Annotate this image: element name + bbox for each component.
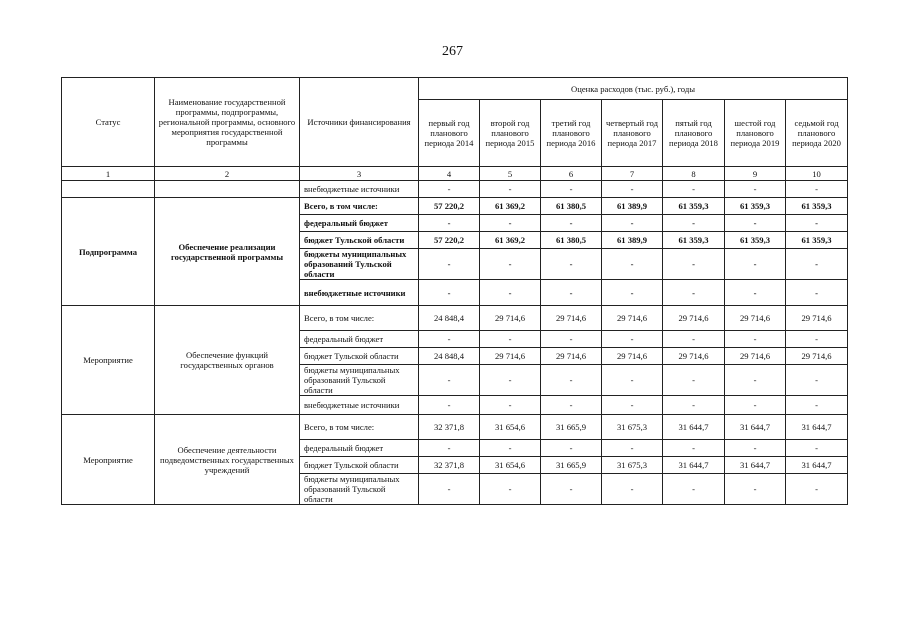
value-cell: 57 220,2 — [419, 198, 480, 215]
value-cell: 61 389,9 — [602, 198, 663, 215]
value-cell: - — [786, 396, 848, 415]
value-cell: - — [725, 474, 786, 505]
value-cell: 29 714,6 — [602, 306, 663, 331]
column-number: 2 — [155, 167, 300, 181]
value-cell: 29 714,6 — [541, 306, 602, 331]
header-year: первый год планового периода 2014 — [419, 100, 480, 167]
value-cell: 29 714,6 — [663, 306, 725, 331]
value-cell: - — [663, 474, 725, 505]
column-number: 6 — [541, 167, 602, 181]
value-cell: - — [541, 181, 602, 198]
value-cell: 32 371,8 — [419, 415, 480, 440]
value-cell: - — [541, 331, 602, 348]
value-cell: - — [419, 280, 480, 306]
value-cell: - — [541, 474, 602, 505]
value-cell: 61 380,5 — [541, 232, 602, 249]
value-cell: 61 359,3 — [725, 232, 786, 249]
value-cell: - — [480, 365, 541, 396]
value-cell: 31 644,7 — [725, 415, 786, 440]
header-year: пятый год планового периода 2018 — [663, 100, 725, 167]
value-cell: 24 848,4 — [419, 348, 480, 365]
value-cell: - — [786, 440, 848, 457]
funding-source-cell: внебюджетные источники — [300, 396, 419, 415]
value-cell: 29 714,6 — [480, 306, 541, 331]
value-cell: - — [786, 365, 848, 396]
value-cell: - — [725, 396, 786, 415]
funding-source-cell: бюджеты муниципальных образований Тульской области — [300, 249, 419, 280]
header-status: Статус — [62, 78, 155, 167]
value-cell: 31 654,6 — [480, 415, 541, 440]
value-cell: - — [663, 280, 725, 306]
column-number: 3 — [300, 167, 419, 181]
program-name-cell: Обеспечение реализации государственной программы — [155, 198, 300, 306]
value-cell: - — [541, 249, 602, 280]
value-cell: - — [725, 181, 786, 198]
value-cell: - — [480, 474, 541, 505]
funding-source-cell: внебюджетные источники — [300, 280, 419, 306]
value-cell: - — [419, 365, 480, 396]
value-cell: 31 665,9 — [541, 457, 602, 474]
value-cell: - — [663, 396, 725, 415]
value-cell: - — [602, 396, 663, 415]
value-cell: - — [663, 440, 725, 457]
value-cell: - — [786, 215, 848, 232]
status-cell: Мероприятие — [62, 415, 155, 505]
value-cell: - — [602, 331, 663, 348]
value-cell: 61 369,2 — [480, 232, 541, 249]
header-year: четвертый год планового периода 2017 — [602, 100, 663, 167]
value-cell: 61 389,9 — [602, 232, 663, 249]
value-cell: 29 714,6 — [725, 348, 786, 365]
header-year: второй год планового периода 2015 — [480, 100, 541, 167]
funding-source-cell: федеральный бюджет — [300, 440, 419, 457]
value-cell: - — [786, 280, 848, 306]
funding-source-cell: бюджеты муниципальных образований Тульской области — [300, 474, 419, 505]
value-cell: 29 714,6 — [602, 348, 663, 365]
status-cell — [62, 181, 155, 198]
value-cell: - — [419, 474, 480, 505]
funding-source-cell: федеральный бюджет — [300, 331, 419, 348]
value-cell: - — [725, 440, 786, 457]
value-cell: - — [786, 331, 848, 348]
value-cell: - — [541, 280, 602, 306]
page-number: 267 — [442, 44, 463, 59]
value-cell: - — [663, 365, 725, 396]
value-cell: - — [602, 181, 663, 198]
value-cell: 31 654,6 — [480, 457, 541, 474]
value-cell: - — [541, 365, 602, 396]
value-cell: 61 380,5 — [541, 198, 602, 215]
value-cell: - — [541, 440, 602, 457]
value-cell: - — [663, 331, 725, 348]
value-cell: 31 644,7 — [786, 415, 848, 440]
value-cell: 61 359,3 — [786, 198, 848, 215]
value-cell: 31 644,7 — [786, 457, 848, 474]
value-cell: 61 359,3 — [786, 232, 848, 249]
value-cell: - — [419, 181, 480, 198]
value-cell: - — [725, 365, 786, 396]
value-cell: 29 714,6 — [663, 348, 725, 365]
column-number: 8 — [663, 167, 725, 181]
value-cell: - — [602, 280, 663, 306]
funding-source-cell: бюджеты муниципальных образований Тульской области — [300, 365, 419, 396]
column-number: 7 — [602, 167, 663, 181]
value-cell: 57 220,2 — [419, 232, 480, 249]
value-cell: - — [663, 181, 725, 198]
value-cell: - — [541, 396, 602, 415]
header-row-numbers — [62, 167, 848, 181]
column-number: 10 — [786, 167, 848, 181]
value-cell: - — [541, 215, 602, 232]
value-cell: - — [480, 181, 541, 198]
funding-source-cell: бюджет Тульской области — [300, 457, 419, 474]
funding-source-cell: федеральный бюджет — [300, 215, 419, 232]
value-cell: - — [419, 249, 480, 280]
value-cell: - — [480, 249, 541, 280]
value-cell: - — [419, 396, 480, 415]
value-cell: 31 675,3 — [602, 415, 663, 440]
value-cell: - — [602, 249, 663, 280]
header-year: седьмой год планового периода 2020 — [786, 100, 848, 167]
value-cell: - — [480, 396, 541, 415]
program-name-cell: Обеспечение деятельности подведомственных государственных учреждений — [155, 415, 300, 505]
value-cell: 32 371,8 — [419, 457, 480, 474]
table-row — [62, 181, 848, 198]
program-name-cell: Обеспечение функций государственных органов — [155, 306, 300, 415]
status-cell: Мероприятие — [62, 306, 155, 415]
column-number: 4 — [419, 167, 480, 181]
value-cell: - — [786, 181, 848, 198]
value-cell: 29 714,6 — [786, 348, 848, 365]
table-row — [62, 198, 848, 215]
program-name-cell — [155, 181, 300, 198]
column-number: 1 — [62, 167, 155, 181]
value-cell: 31 644,7 — [663, 415, 725, 440]
value-cell: 31 644,7 — [725, 457, 786, 474]
value-cell: - — [786, 474, 848, 505]
funding-source-cell: бюджет Тульской области — [300, 232, 419, 249]
value-cell: 24 848,4 — [419, 306, 480, 331]
value-cell: - — [602, 215, 663, 232]
value-cell: - — [480, 440, 541, 457]
funding-source-cell: Всего, в том числе: — [300, 306, 419, 331]
value-cell: - — [602, 474, 663, 505]
value-cell: 29 714,6 — [480, 348, 541, 365]
header-year: шестой год планового периода 2019 — [725, 100, 786, 167]
value-cell: 29 714,6 — [541, 348, 602, 365]
budget-table — [61, 77, 848, 505]
table-row — [62, 415, 848, 440]
value-cell: 29 714,6 — [786, 306, 848, 331]
value-cell: 29 714,6 — [725, 306, 786, 331]
header-year: третий год планового периода 2016 — [541, 100, 602, 167]
value-cell: 31 665,9 — [541, 415, 602, 440]
funding-source-cell: Всего, в том числе: — [300, 415, 419, 440]
value-cell: - — [725, 280, 786, 306]
value-cell: - — [602, 440, 663, 457]
value-cell: 61 359,3 — [663, 198, 725, 215]
value-cell: 31 644,7 — [663, 457, 725, 474]
table-row — [62, 306, 848, 331]
value-cell: - — [480, 215, 541, 232]
value-cell: 31 675,3 — [602, 457, 663, 474]
value-cell: - — [786, 249, 848, 280]
funding-source-cell: внебюджетные источники — [300, 181, 419, 198]
value-cell: - — [480, 331, 541, 348]
value-cell: - — [419, 440, 480, 457]
value-cell: - — [602, 365, 663, 396]
value-cell: - — [663, 249, 725, 280]
header-row-top — [62, 78, 848, 100]
value-cell: 61 359,3 — [663, 232, 725, 249]
value-cell: - — [725, 331, 786, 348]
value-cell: - — [419, 331, 480, 348]
header-estimate: Оценка расходов (тыс. руб.), годы — [419, 78, 848, 100]
column-number: 5 — [480, 167, 541, 181]
value-cell: - — [419, 215, 480, 232]
value-cell: - — [725, 249, 786, 280]
value-cell: 61 369,2 — [480, 198, 541, 215]
value-cell: - — [480, 280, 541, 306]
funding-source-cell: бюджет Тульской области — [300, 348, 419, 365]
header-sources: Источники финансирования — [300, 78, 419, 167]
column-number: 9 — [725, 167, 786, 181]
value-cell: - — [725, 215, 786, 232]
status-cell: Подпрограмма — [62, 198, 155, 306]
value-cell: 61 359,3 — [725, 198, 786, 215]
funding-source-cell: Всего, в том числе: — [300, 198, 419, 215]
table-body — [62, 181, 848, 505]
header-name: Наименование государственной программы, подпрограммы, региональной программы, основного мероприятия государственной программы — [155, 78, 300, 167]
value-cell: - — [663, 215, 725, 232]
